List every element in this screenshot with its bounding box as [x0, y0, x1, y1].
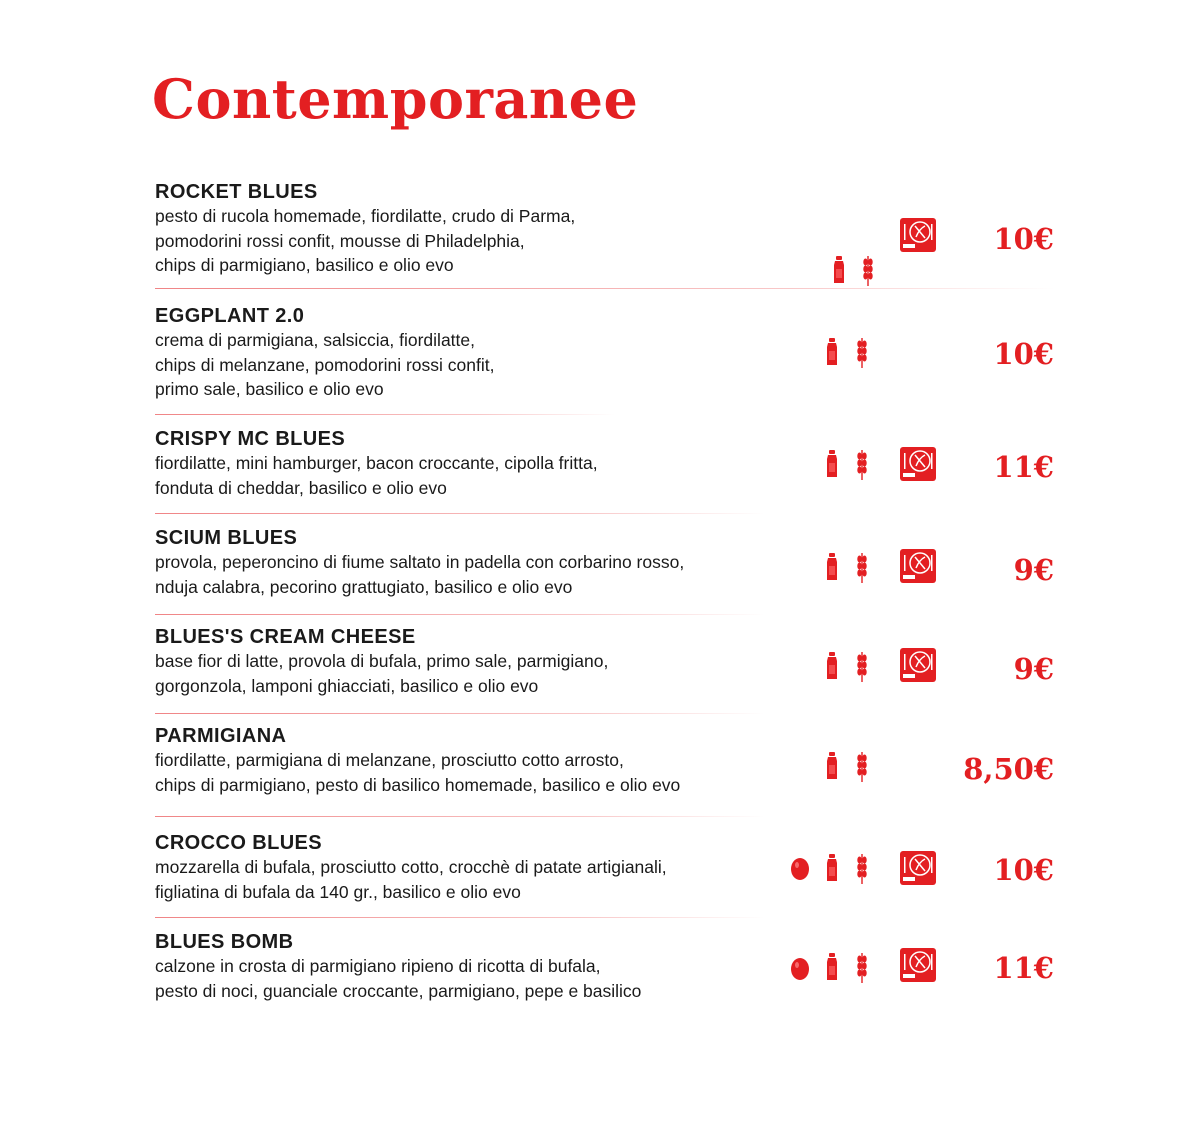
item-description-line: gorgonzola, lamponi ghiacciati, basilico e olio evo [155, 675, 539, 696]
item-description-line: calzone in crosta di parmigiano ripieno di ricotta di bufala, [155, 956, 601, 976]
item-price: 8,50€ [963, 752, 1054, 786]
item-price: 11€ [993, 951, 1054, 985]
menu-item-rocket-blues [155, 180, 1075, 278]
egg-icon [790, 855, 810, 881]
milk-icon [825, 652, 839, 680]
item-divider [155, 288, 1055, 289]
menu-item-bluess-cream-cheese [155, 625, 1075, 698]
milk-icon [825, 338, 839, 366]
wheat-icon [856, 448, 868, 480]
wheat-icon [856, 951, 868, 983]
item-name: EGGPLANT 2.0 [155, 305, 305, 327]
item-name: PARMIGIANA [155, 725, 287, 747]
milk-icon [832, 256, 846, 284]
milk-icon [825, 953, 839, 981]
item-price: 10€ [993, 337, 1054, 371]
item-description-line: fiordilatte, parmigiana di melanzane, prosciutto cotto arrosto, [155, 750, 624, 770]
item-name: SCIUM BLUES [155, 527, 298, 549]
item-description-line: chips di melanzane, pomodorini rossi confit, [155, 354, 495, 375]
gluten-free-aic-icon [900, 447, 936, 481]
gluten-free-aic-icon [900, 218, 936, 252]
milk-icon [825, 450, 839, 478]
milk-icon [825, 854, 839, 882]
gluten-free-aic-icon [900, 648, 936, 682]
wheat-icon [856, 650, 868, 682]
gluten-free-aic-icon [900, 948, 936, 982]
item-divider [155, 816, 765, 817]
item-description-line: fiordilatte, mini hamburger, bacon croccante, cipolla fritta, [155, 453, 598, 473]
item-divider [155, 713, 765, 714]
item-description-line: pomodorini rossi confit, mousse di Philadelphia, [155, 230, 525, 251]
item-divider [155, 917, 765, 918]
item-description-line: chips di parmigiano, pesto di basilico homemade, basilico e olio evo [155, 774, 681, 795]
item-description-line: primo sale, basilico e olio evo [155, 379, 384, 399]
item-description-line: chips di parmigiano, basilico e olio evo [155, 255, 454, 275]
item-divider [155, 614, 765, 615]
item-divider [155, 513, 765, 514]
item-description-line: fonduta di cheddar, basilico e olio evo [155, 477, 447, 498]
item-price: 11€ [993, 450, 1054, 484]
wheat-icon [856, 551, 868, 583]
item-price: 10€ [993, 222, 1054, 256]
wheat-icon [856, 750, 868, 782]
item-description-line: base fior di latte, provola di bufala, primo sale, parmigiano, [155, 651, 609, 671]
menu-item-blues-bomb [155, 930, 1075, 1003]
gluten-free-aic-icon [900, 549, 936, 583]
item-description-line: pesto di noci, guanciale croccante, parmigiano, pepe e basilico [155, 980, 642, 1001]
item-name: CRISPY MC BLUES [155, 428, 346, 450]
item-description-line: figliatina di bufala da 140 gr., basilico e olio evo [155, 881, 521, 902]
item-description-line: mozzarella di bufala, prosciutto cotto, crocchè di patate artigianali, [155, 857, 667, 877]
menu-item-eggplant [155, 304, 1075, 402]
wheat-icon [862, 254, 874, 286]
item-price: 10€ [993, 853, 1054, 887]
item-divider [155, 414, 615, 415]
milk-icon [825, 553, 839, 581]
item-description-line: pesto di rucola homemade, fiordilatte, crudo di Parma, [155, 206, 576, 226]
item-description-line: crema di parmigiana, salsiccia, fiordilatte, [155, 330, 475, 350]
menu-item-scium-blues [155, 526, 1075, 599]
item-description-line: provola, peperoncino di fiume saltato in padella con corbarino rosso, [155, 552, 685, 572]
egg-icon [790, 955, 810, 981]
item-name: ROCKET BLUES [155, 181, 318, 203]
item-name: BLUES'S CREAM CHEESE [155, 626, 416, 648]
item-name: BLUES BOMB [155, 931, 294, 953]
gluten-free-aic-icon [900, 851, 936, 885]
item-price: 9€ [1013, 652, 1054, 686]
menu-item-crocco-blues [155, 831, 1075, 904]
item-price: 9€ [1013, 553, 1054, 587]
milk-icon [825, 752, 839, 780]
menu-item-parmigiana [155, 724, 1075, 797]
wheat-icon [856, 852, 868, 884]
wheat-icon [856, 336, 868, 368]
item-description-line: nduja calabra, pecorino grattugiato, basilico e olio evo [155, 576, 573, 597]
page-title: Contemporanee [152, 67, 639, 131]
menu-item-crispy-mc-blues [155, 427, 1075, 500]
item-name: CROCCO BLUES [155, 832, 323, 854]
